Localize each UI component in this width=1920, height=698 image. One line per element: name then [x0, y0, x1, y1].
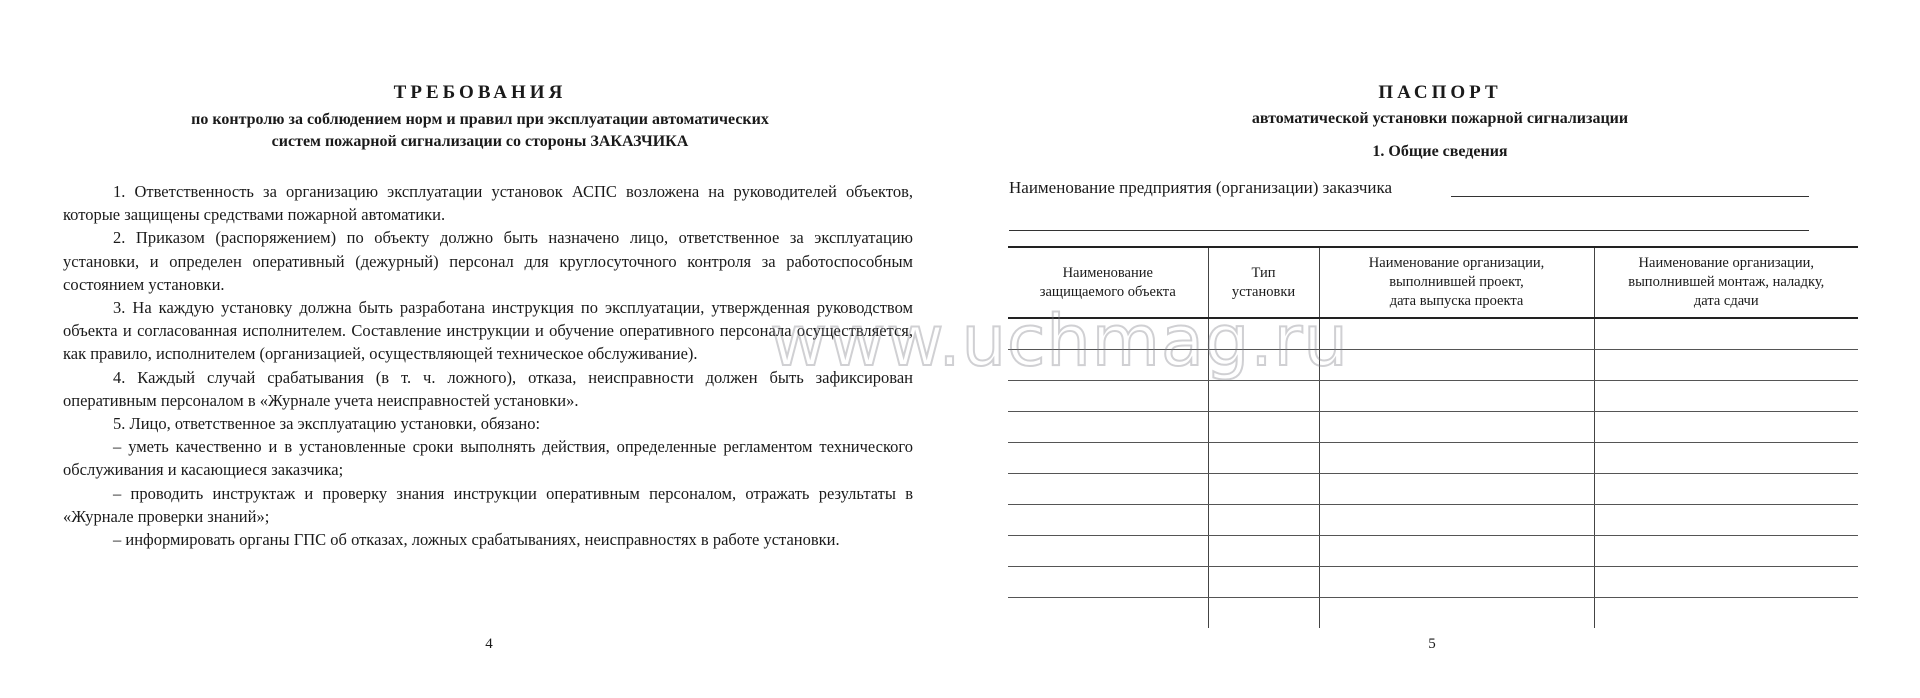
- page-number-right: 5: [1428, 636, 1436, 652]
- paragraph-4: 4. Каждый случай срабатывания (в т. ч. ложного), отказа, неисправности должен быть зафиксирован оперативным персоналом в «Журнале учета неисправностей установки».: [63, 367, 913, 410]
- duty-item-3: – информировать органы ГПС об отказах, ложных срабатываниях, неисправностях в работе установки.: [113, 530, 840, 550]
- table-cell[interactable]: [1319, 598, 1594, 629]
- table-cell[interactable]: [1008, 381, 1208, 412]
- customer-name-line-1: [1451, 196, 1809, 197]
- table-cell[interactable]: [1319, 536, 1594, 567]
- page-number-left: 4: [485, 636, 493, 652]
- table-cell[interactable]: [1208, 412, 1319, 443]
- header-installation-organization: [1594, 247, 1858, 318]
- table-cell[interactable]: [1008, 598, 1208, 629]
- table-row: [1008, 443, 1858, 474]
- passport-title: ПАСПОРТ: [1378, 82, 1502, 103]
- requirements-subtitle-line2: систем пожарной сигнализации со стороны ЗАКАЗЧИКА: [271, 133, 689, 150]
- table-cell[interactable]: [1208, 474, 1319, 505]
- section-title: 1. Общие сведения: [1372, 143, 1508, 160]
- header-text: Тип: [1251, 264, 1276, 281]
- header-project-organization: [1319, 247, 1594, 318]
- table-cell[interactable]: [1208, 567, 1319, 598]
- table-cell[interactable]: [1594, 598, 1858, 629]
- header-text: Наименование организации,: [1638, 255, 1814, 271]
- table-cell[interactable]: [1008, 505, 1208, 536]
- table-cell[interactable]: [1008, 474, 1208, 505]
- table-cell[interactable]: [1319, 505, 1594, 536]
- duty-item-1: – уметь качественно и в установленные сроки выполнять действия, определенные регламентом технического обслуживания и касающиеся заказчика;: [63, 437, 913, 480]
- table-cell[interactable]: [1008, 567, 1208, 598]
- header-text: Наименование организации,: [1368, 255, 1545, 271]
- table-row: [1008, 412, 1858, 443]
- table-cell[interactable]: [1594, 443, 1858, 474]
- table-cell[interactable]: [1594, 350, 1858, 381]
- table-cell[interactable]: [1319, 318, 1594, 350]
- table-cell[interactable]: [1319, 474, 1594, 505]
- table-row: [1008, 567, 1858, 598]
- header-text: установки: [1231, 283, 1296, 300]
- customer-name-line-2: [1009, 230, 1809, 231]
- table-cell[interactable]: [1008, 412, 1208, 443]
- paragraph-2: 2. Приказом (распоряжением) по объекту должно быть назначено лицо, ответственное за эксплуатацию установки, и определен оперативный (дежурный) персонал для круглосуточного контроля за работоспособным состоянием установки.: [63, 228, 913, 294]
- table-cell[interactable]: [1208, 443, 1319, 474]
- table-cell[interactable]: [1319, 567, 1594, 598]
- table-cell[interactable]: [1319, 381, 1594, 412]
- table-row: [1008, 536, 1858, 567]
- header-text: выполнившей проект,: [1389, 274, 1524, 290]
- header-text: Наименование: [1062, 264, 1153, 281]
- table-cell[interactable]: [1594, 505, 1858, 536]
- table-cell[interactable]: [1319, 350, 1594, 381]
- customer-name-label: Наименование предприятия (организации) заказчика: [1009, 178, 1393, 197]
- table-cell[interactable]: [1594, 567, 1858, 598]
- header-text: выполнившей монтаж, наладку,: [1628, 274, 1825, 290]
- watermark: www.uchmag.ru: [770, 300, 1349, 382]
- table-cell[interactable]: [1208, 505, 1319, 536]
- paragraph-3: 3. На каждую установку должна быть разработана инструкция по эксплуатации, утвержденная руководством объекта и согласованная исполнителем. Составление инструкции и обучение оперативного персонала осуществляется, как правило, исполнителем (организацией, осуществляющей техническое обслуживание).: [63, 298, 913, 364]
- table-row: [1008, 381, 1858, 412]
- table-row: [1008, 598, 1858, 629]
- table-cell[interactable]: [1594, 536, 1858, 567]
- table-cell[interactable]: [1594, 381, 1858, 412]
- duty-item-2: – проводить инструктаж и проверку знания инструкции оперативным персоналом, отражать результаты в «Журнале проверки знаний»;: [63, 483, 913, 526]
- passport-subtitle: автоматической установки пожарной сигнализации: [1251, 110, 1629, 127]
- header-text: дата выпуска проекта: [1389, 293, 1524, 309]
- requirements-subtitle-line1: по контролю за соблюдением норм и правил при эксплуатации автоматических: [191, 111, 769, 128]
- table-cell[interactable]: [1208, 381, 1319, 412]
- table-cell[interactable]: [1319, 412, 1594, 443]
- table-cell[interactable]: [1594, 318, 1858, 350]
- paragraph-1: 1. Ответственность за организацию эксплуатации установок АСПС возложена на руководителей объектов, которые защищены средствами пожарной автоматики.: [63, 182, 913, 225]
- header-text: защищаемого объекта: [1039, 283, 1176, 300]
- table-cell[interactable]: [1208, 536, 1319, 567]
- table-cell[interactable]: [1208, 598, 1319, 629]
- table-cell[interactable]: [1319, 443, 1594, 474]
- table-cell[interactable]: [1594, 412, 1858, 443]
- table-cell[interactable]: [1594, 474, 1858, 505]
- table-row: [1008, 474, 1858, 505]
- requirements-title: ТРЕБОВАНИЯ: [393, 82, 567, 103]
- table-row: [1008, 505, 1858, 536]
- header-text: дата сдачи: [1693, 293, 1759, 309]
- paragraph-5: 5. Лицо, ответственное за эксплуатацию установки, обязано:: [113, 414, 541, 434]
- table-cell[interactable]: [1008, 443, 1208, 474]
- table-cell[interactable]: [1008, 536, 1208, 567]
